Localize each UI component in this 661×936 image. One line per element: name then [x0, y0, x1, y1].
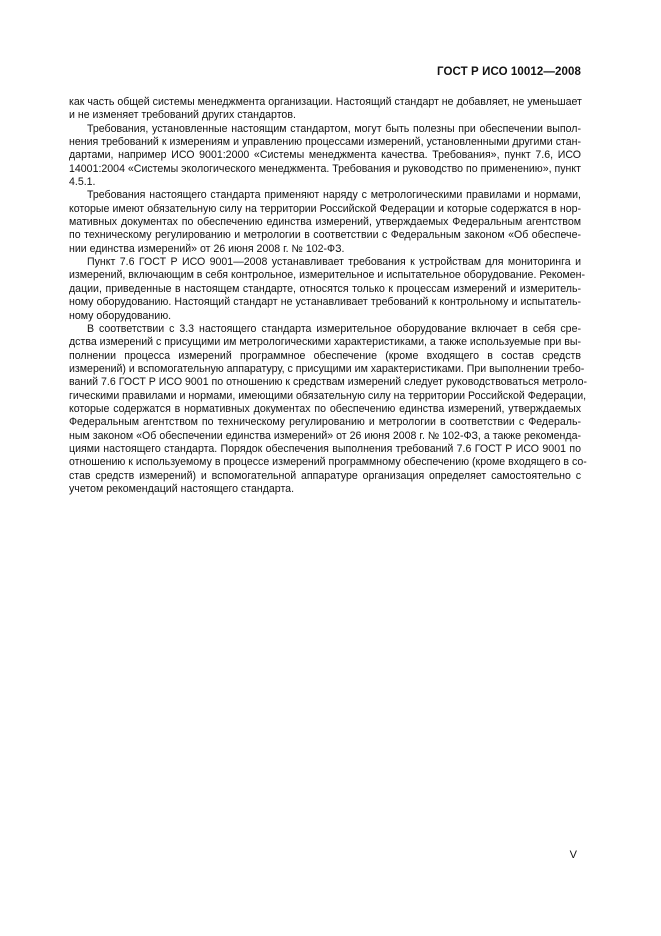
text-line: Федеральным агентством по техническому регулированию и метрологии в соответствии с Федераль- [69, 416, 581, 429]
text-line: ным законом «Об обеспечении единства измерений» от 26 июня 2008 г. № 102-ФЗ, а также рекоменда- [69, 429, 581, 442]
text-line: которые содержатся в нормативных документах по обеспечению единства измерений, утверждаемых [69, 402, 581, 415]
text-line: циями настоящего стандарта. Порядок обеспечения выполнения требований 7.6 ГОСТ Р ИСО 9001 по [69, 442, 581, 455]
text-line: дации, приведенные в настоящем стандарте, относятся только к процессам измерений и измеритель- [69, 282, 581, 295]
paragraph [69, 322, 588, 496]
paragraph [69, 96, 581, 123]
text-line: нии единства измерений» от 26 июня 2008 г. № 102-ФЗ. [69, 242, 345, 255]
text-line: став средств измерений) и вспомогательной аппаратуре организация определяет самостоятельно с [69, 469, 581, 482]
text-line: В соответствии с 3.3 настоящего стандарта измерительное оборудование включает в себя сре- [87, 322, 581, 335]
document-body [69, 96, 588, 496]
text-line: измерений) и вспомогательную аппаратуру, с присущими им характеристиками. При выполнении требо- [69, 362, 585, 375]
text-line: по техническому регулированию и метрологии в соответствии с Федеральным законом «Об обеспече- [69, 229, 581, 242]
text-line: 14001:2004 «Системы экологического менеджмента. Требования и руководство по применению», пункт [69, 162, 582, 175]
text-line: 4.5.1. [69, 176, 96, 189]
text-line: которые имеют обязательную силу на территории Российской Федерации и которые содержатся в нор- [69, 202, 581, 215]
text-line: Требования настоящего стандарта применяют наряду с метрологическими правилами и нормами, [87, 189, 581, 202]
text-line: дартами, например ИСО 9001:2000 «Системы менеджмента качества. Требования», пункт 7.6, ИСО [69, 149, 581, 162]
text-line: учетом рекомендаций настоящего стандарта. [69, 482, 295, 495]
text-line: полнении процесса измерений программное обеспечение (кроме входящего в состав средств [69, 349, 581, 362]
text-line: ваний 7.6 ГОСТ Р ИСО 9001 по отношению к средствам измерений следует руководствоваться метроло- [69, 376, 588, 389]
text-line: Пункт 7.6 ГОСТ Р ИСО 9001—2008 устанавливает требования к устройствам для мониторинга и [87, 256, 581, 269]
paragraph [69, 189, 581, 256]
text-line: ному оборудованию. Настоящий стандарт не устанавливает требований к контрольному и испытатель- [69, 296, 581, 309]
text-line: как часть общей системы менеджмента организации. Настоящий стандарт не добавляет, не уменьшает [69, 96, 582, 108]
page-number: V [569, 849, 577, 861]
text-line: мативных документах по обеспечению единства измерений, утверждаемых Федеральным агентством [69, 216, 581, 229]
paragraph [69, 256, 586, 323]
document-header: ГОСТ Р ИСО 10012—2008 [436, 66, 581, 78]
text-line: и не изменяет требований других стандартов. [69, 109, 296, 122]
text-line: Требования, установленные настоящим стандартом, могут быть полезны при обеспечении выпол- [87, 122, 581, 135]
paragraph [69, 123, 581, 190]
text-line: измерений, включающим в себя контрольное, измерительное и испытательное оборудование. Рекомен- [69, 269, 586, 282]
text-line: ному оборудованию. [69, 309, 172, 322]
text-line: гическими правилами и нормами, имеющими обязательную силу на территории Российской Федерации, [69, 389, 587, 402]
text-line: нения требований к измерениям и управлению процессами измерений, установленными другими стан- [69, 136, 581, 149]
text-line: отношению к используемому в процессе измерений программному обеспечению (кроме входящего в со- [69, 456, 587, 469]
text-line: дства измерений с присущими им метрологическими характеристиками, а также используемые при вы- [69, 336, 582, 349]
